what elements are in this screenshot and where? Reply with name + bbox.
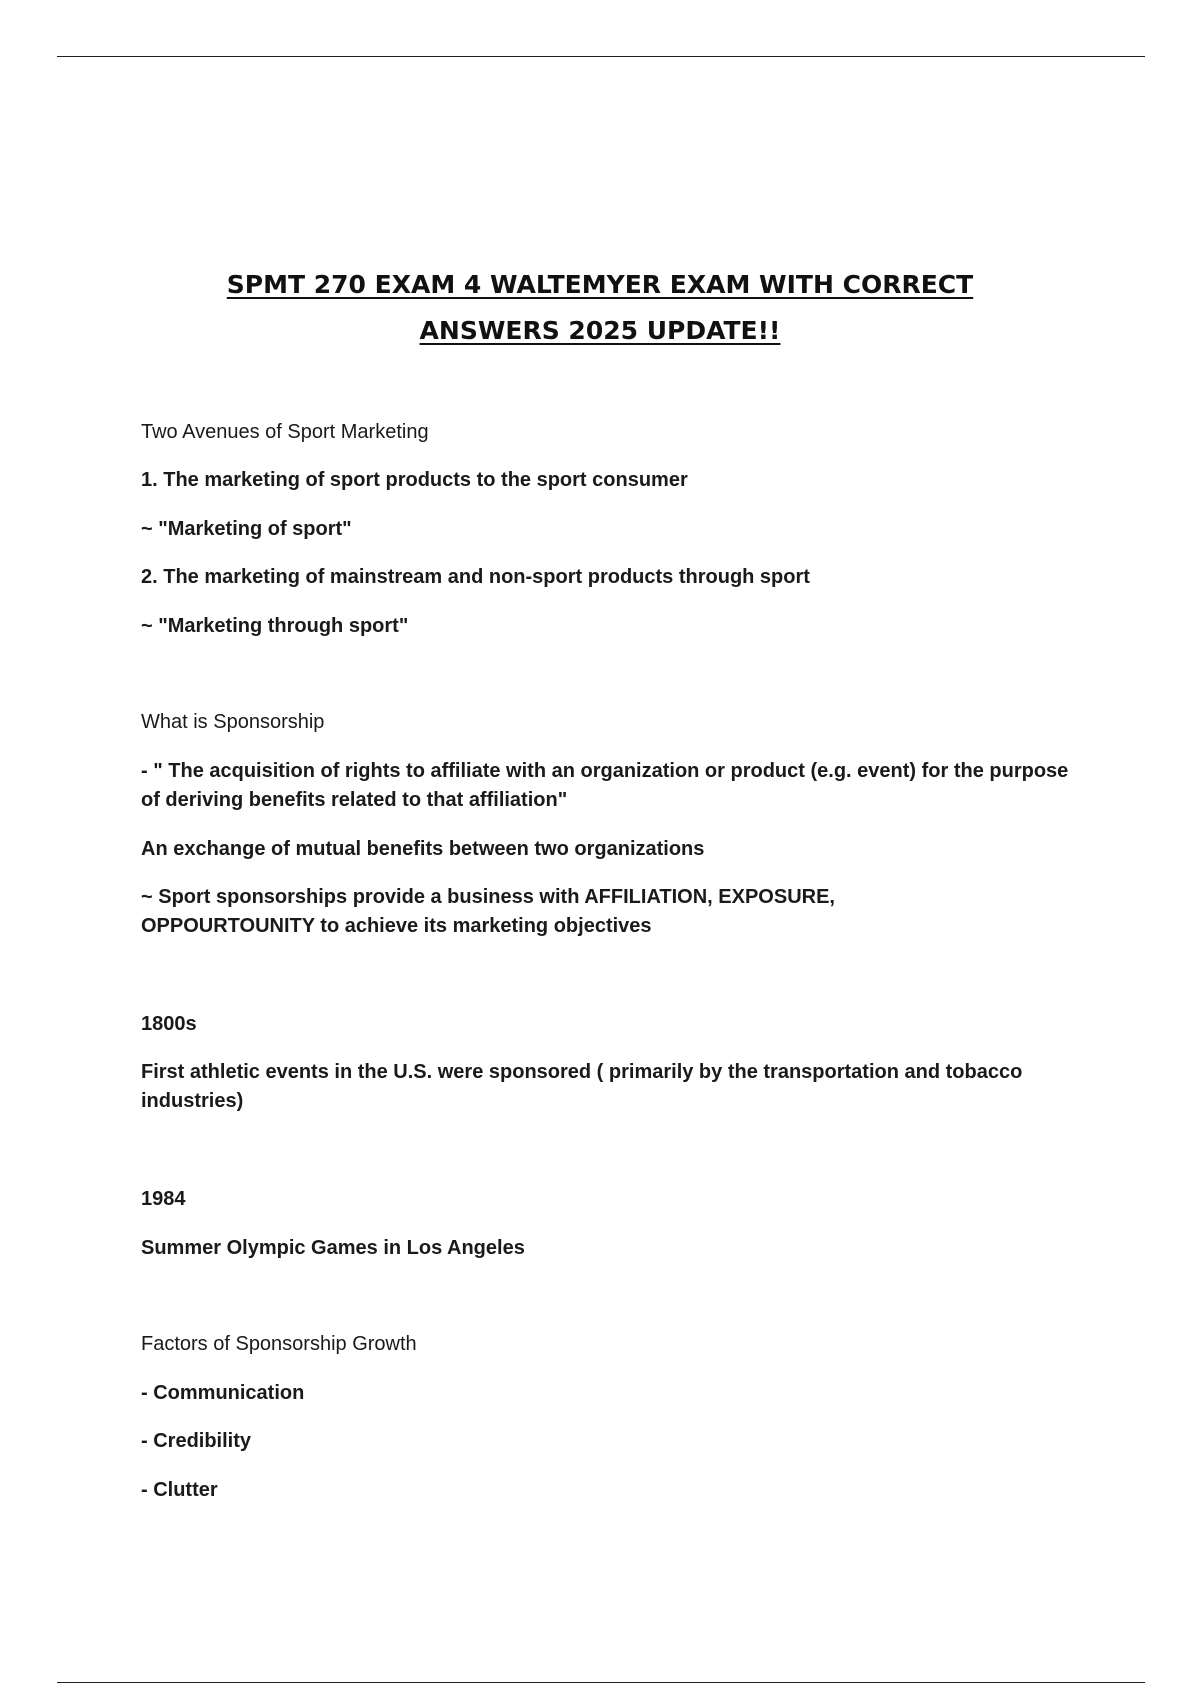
section-heading-1984: 1984 bbox=[141, 1188, 186, 1210]
answer-line: - Communication bbox=[141, 1382, 305, 1404]
section-heading-1800s: 1800s bbox=[141, 1013, 197, 1035]
title-line-1: SPMT 270 EXAM 4 WALTEMYER EXAM WITH CORRECT bbox=[226, 270, 974, 299]
answer-line: - " The acquisition of rights to affiliate with an organization or product (e.g. event) for the purpose of deriving benefits related to that affiliation" bbox=[141, 760, 1069, 811]
section-heading-growth-factors: Factors of Sponsorship Growth bbox=[141, 1333, 417, 1355]
title-line-2: ANSWERS 2025 UPDATE!! bbox=[419, 316, 781, 345]
answer-line: 2. The marketing of mainstream and non-sport products through sport bbox=[141, 566, 810, 588]
answer-line: ~ "Marketing through sport" bbox=[141, 615, 409, 637]
section-heading-two-avenues: Two Avenues of Sport Marketing bbox=[141, 421, 429, 443]
answer-line: An exchange of mutual benefits between two organizations bbox=[141, 838, 705, 860]
answer-line: 1. The marketing of sport products to the sport consumer bbox=[141, 469, 688, 491]
answer-line: ~ Sport sponsorships provide a business with AFFILIATION, EXPOSURE, OPPOURTOUNITY to achieve its marketing objectives bbox=[141, 886, 835, 937]
answer-line: First athletic events in the U.S. were sponsored ( primarily by the transportation and tobacco industries) bbox=[141, 1061, 1023, 1112]
section-heading-sponsorship: What is Sponsorship bbox=[141, 711, 325, 733]
answer-line: Summer Olympic Games in Los Angeles bbox=[141, 1237, 525, 1259]
answer-line: ~ "Marketing of sport" bbox=[141, 518, 352, 540]
answer-line: - Credibility bbox=[141, 1430, 252, 1452]
answer-line: - Clutter bbox=[141, 1479, 218, 1501]
bottom-rule bbox=[57, 1682, 1145, 1683]
